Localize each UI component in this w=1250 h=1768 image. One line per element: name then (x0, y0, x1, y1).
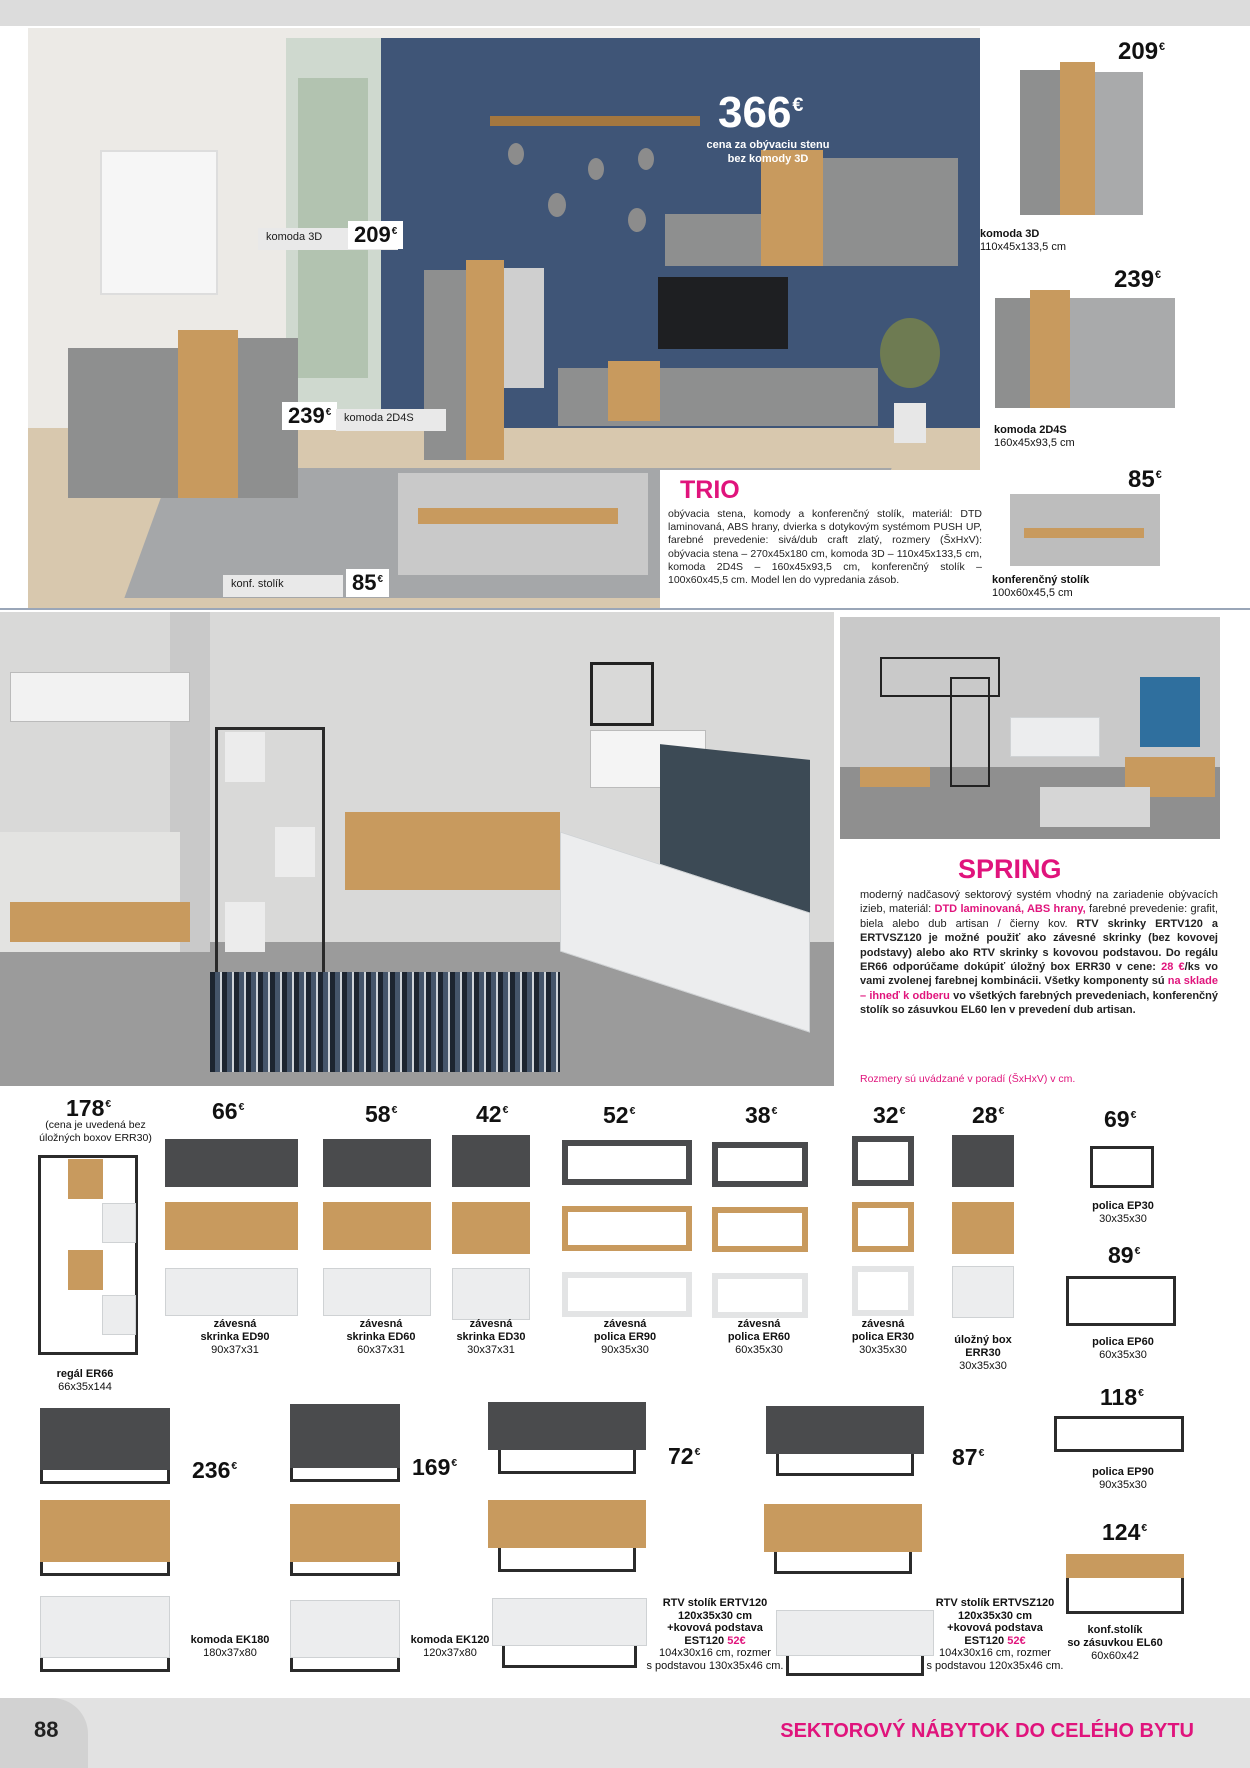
footer-title: SEKTOROVÝ NÁBYTOK DO CELÉHO BYTU (780, 1720, 1194, 1742)
product-img-ek120-graphite (290, 1404, 400, 1468)
trio-side-label-konf-stolik: konferenčný stolík 100x60x45,5 cm (992, 574, 1090, 599)
product-img-er90-graphite (562, 1140, 692, 1185)
product-img-er60-white (712, 1273, 808, 1318)
label-ertvsz120: RTV stolík ERTVSZ120 120x35x30 cm +kovová podstava EST120 52€ 104x30x16 cm, rozmer s podstavou 120x35x46 cm. (926, 1597, 1064, 1672)
trio-tag-komoda-2d4s: komoda 2D4S (336, 409, 446, 431)
product-img-ek180-oak-legs (40, 1562, 170, 1576)
product-img-ertvsz120-oak (764, 1504, 922, 1552)
price-ep60: 89€ (1108, 1242, 1141, 1268)
trio-hero-price: 366€ (718, 88, 804, 137)
product-img-ed90-oak (165, 1202, 298, 1250)
trio-hero-caption: cena za obývaciu stenu bez komody 3D (706, 139, 830, 165)
product-img-ed90-graphite (165, 1139, 298, 1187)
product-img-er60-oak (712, 1207, 808, 1252)
product-img-ed30-oak (452, 1202, 530, 1254)
product-img-ertvsz120-graphite (766, 1406, 924, 1454)
product-img-ek180-graphite-legs (40, 1470, 170, 1484)
product-img-ed90-white (165, 1268, 298, 1316)
product-img-ertvsz120-white (776, 1610, 934, 1656)
product-img-ed60-white (323, 1268, 431, 1316)
trio-tag-konf-stolik: konf. stolík (223, 575, 343, 597)
product-img-ed60-oak (323, 1202, 431, 1250)
trio-side-img-komoda-3d (1020, 60, 1155, 218)
trio-tag-price-konf-stolik: 85€ (346, 569, 389, 597)
product-img-ek120-white (290, 1600, 400, 1658)
product-img-er90-oak (562, 1206, 692, 1251)
product-img-ed30-graphite (452, 1135, 530, 1187)
product-img-ertvsz120-white-legs (786, 1656, 924, 1676)
product-img-ertv120-graphite-legs (498, 1450, 636, 1474)
trio-description: obývacia stena, komody a konferenčný stolík, materiál: DTD laminovaná, ABS hrany, dvierka s dotykovým systémom PUSH UP, farebné prevedenie: sivá/dub craft zlatý, rozmery (ŠxHxV): obývacia stena – 270x45x180 cm, komoda 3D – 110x45x133,5 cm, komoda 2D4S – 160x45x93,5 cm, konferenčný stolík – 100x60x45,5 cm. Model len do vypredania zásob. (668, 508, 982, 587)
trio-side-label-komoda-2d4s: komoda 2D4S 160x45x93,5 cm (994, 424, 1075, 449)
trio-tag-price-komoda-3d: 209€ (348, 221, 403, 249)
product-img-ek120-graphite-legs (290, 1468, 400, 1482)
product-img-ed30-white (452, 1268, 530, 1320)
product-img-ertv120-white (492, 1598, 647, 1646)
spring-title: SPRING (958, 854, 1062, 884)
product-img-ek120-oak (290, 1504, 400, 1562)
price-ed30: 42€ (476, 1101, 509, 1127)
trio-side-img-komoda-2d4s (995, 290, 1185, 418)
label-ep30: polica EP30 30x35x30 (1092, 1200, 1154, 1225)
product-img-err30-graphite (952, 1135, 1014, 1187)
price-ertvsz120: 87€ (952, 1444, 985, 1470)
product-img-er90-white (562, 1272, 692, 1317)
spring-dims-note: Rozmery sú uvádzané v poradí (ŠxHxV) v cm. (860, 1073, 1076, 1085)
product-img-ertvsz120-graphite-legs (776, 1454, 914, 1476)
trio-tag-price-komoda-2d4s: 239€ (282, 402, 337, 430)
price-err30: 28€ (972, 1102, 1005, 1128)
trio-side-img-konf-stolik (1010, 494, 1160, 566)
label-er90: závesná polica ER90 90x35x30 (593, 1318, 657, 1356)
label-ek180: komoda EK180 180x37x80 (190, 1634, 270, 1659)
label-er60: závesná polica ER60 60x35x30 (727, 1318, 791, 1356)
spring-room-photo-small (840, 617, 1220, 839)
product-img-ep60 (1066, 1276, 1176, 1326)
trio-title: TRIO (680, 476, 740, 504)
product-img-ed60-graphite (323, 1139, 431, 1187)
product-img-err30-oak (952, 1202, 1014, 1254)
price-ep90: 118€ (1100, 1384, 1144, 1410)
price-er60: 38€ (745, 1102, 778, 1128)
product-img-ek120-white-legs (290, 1658, 400, 1672)
price-ertv120: 72€ (668, 1443, 701, 1469)
product-img-er30-graphite (852, 1136, 914, 1186)
price-ek180: 236€ (192, 1457, 238, 1483)
label-ep90: polica EP90 90x35x30 (1092, 1466, 1154, 1491)
spring-room-photo-main (0, 612, 834, 1086)
price-el60: 124€ (1102, 1519, 1148, 1545)
product-img-ertvsz120-oak-legs (774, 1552, 912, 1574)
price-ed90: 66€ (212, 1098, 245, 1124)
product-img-ek120-oak-legs (290, 1562, 400, 1576)
product-img-ek180-graphite (40, 1408, 170, 1470)
label-err30: úložný box ERR30 30x35x30 (954, 1334, 1012, 1372)
label-ep60: polica EP60 60x35x30 (1092, 1336, 1154, 1361)
label-regal-er66: regál ER66 66x35x144 (56, 1368, 114, 1393)
price-er90: 52€ (603, 1102, 636, 1128)
label-ek120: komoda EK120 120x37x80 (410, 1634, 490, 1659)
price-regal-er66: 178€ (66, 1095, 112, 1121)
product-img-er30-oak (852, 1202, 914, 1252)
product-img-ertv120-oak-legs (498, 1548, 636, 1572)
product-img-er30-white (852, 1266, 914, 1316)
page-number: 88 (34, 1717, 59, 1742)
product-img-ertv120-white-legs (502, 1646, 637, 1668)
price-er30: 32€ (873, 1102, 906, 1128)
product-img-ep30 (1090, 1146, 1154, 1188)
product-img-ertv120-graphite (488, 1402, 646, 1450)
price-ep30: 69€ (1104, 1106, 1137, 1132)
price-ed60: 58€ (365, 1101, 398, 1127)
trio-side-label-komoda-3d: komoda 3D 110x45x133,5 cm (980, 228, 1067, 253)
product-img-regal-er66 (38, 1155, 143, 1355)
product-img-ek180-white (40, 1596, 170, 1658)
trio-side-price-komoda-3d: 209€ (1118, 38, 1166, 65)
label-ed90: závesná skrinka ED90 90x37x31 (200, 1318, 270, 1356)
trio-side-price-konf-stolik: 85€ (1128, 466, 1162, 493)
product-img-er60-graphite (712, 1142, 808, 1187)
product-img-ek180-white-legs (40, 1658, 170, 1672)
label-ertv120: RTV stolík ERTV120 120x35x30 cm +kovová podstava EST120 52€ 104x30x16 cm, rozmer s podstavou 130x35x46 cm. (646, 1597, 784, 1672)
label-el60: konf.stolík so zásuvkou EL60 60x60x42 (1067, 1624, 1163, 1662)
product-img-ertv120-oak (488, 1500, 646, 1548)
label-er30: závesná polica ER30 30x35x30 (851, 1318, 915, 1356)
product-img-ek180-oak (40, 1500, 170, 1562)
product-img-el60 (1066, 1554, 1184, 1614)
trio-tag-komoda-3d: komoda 3D (258, 228, 398, 250)
product-img-ep90 (1054, 1416, 1184, 1452)
top-strip (0, 0, 1250, 26)
section-divider (0, 608, 1250, 610)
note-regal-er66: (cena je uvedená bez úložných boxov ERR30) (39, 1119, 152, 1144)
spring-description: moderný nadčasový sektorový systém vhodný na zariadenie obývacích izieb, materiál: DTD laminovaná, ABS hrany, farebné prevedenie: grafit, biela alebo dub artisan / čierny kov. RTV skrinky ERTV120 a ERTVSZ120 je možné použiť ako závesné skrinky (bez kovovej podstavy) alebo ako RTV skrinky s kovovou podstavou. Do regálu ER66 odporúčame dokúpiť úložný box ERR30 v cene: 28 €/ks vo vami zvolenej farebnej kombinácii. Všetky komponenty sú na sklade – ihneď k odberu vo všetkých farebných prevedeniach, konferenčný stolík so zásuvkou EL60 len v prevedení dub artisan. (860, 889, 1219, 1017)
trio-side-price-komoda-2d4s: 239€ (1114, 266, 1162, 293)
label-ed30: závesná skrinka ED30 30x37x31 (456, 1318, 526, 1356)
product-img-err30-white (952, 1266, 1014, 1318)
price-ek120: 169€ (412, 1454, 458, 1480)
label-ed60: závesná skrinka ED60 60x37x31 (346, 1318, 416, 1356)
